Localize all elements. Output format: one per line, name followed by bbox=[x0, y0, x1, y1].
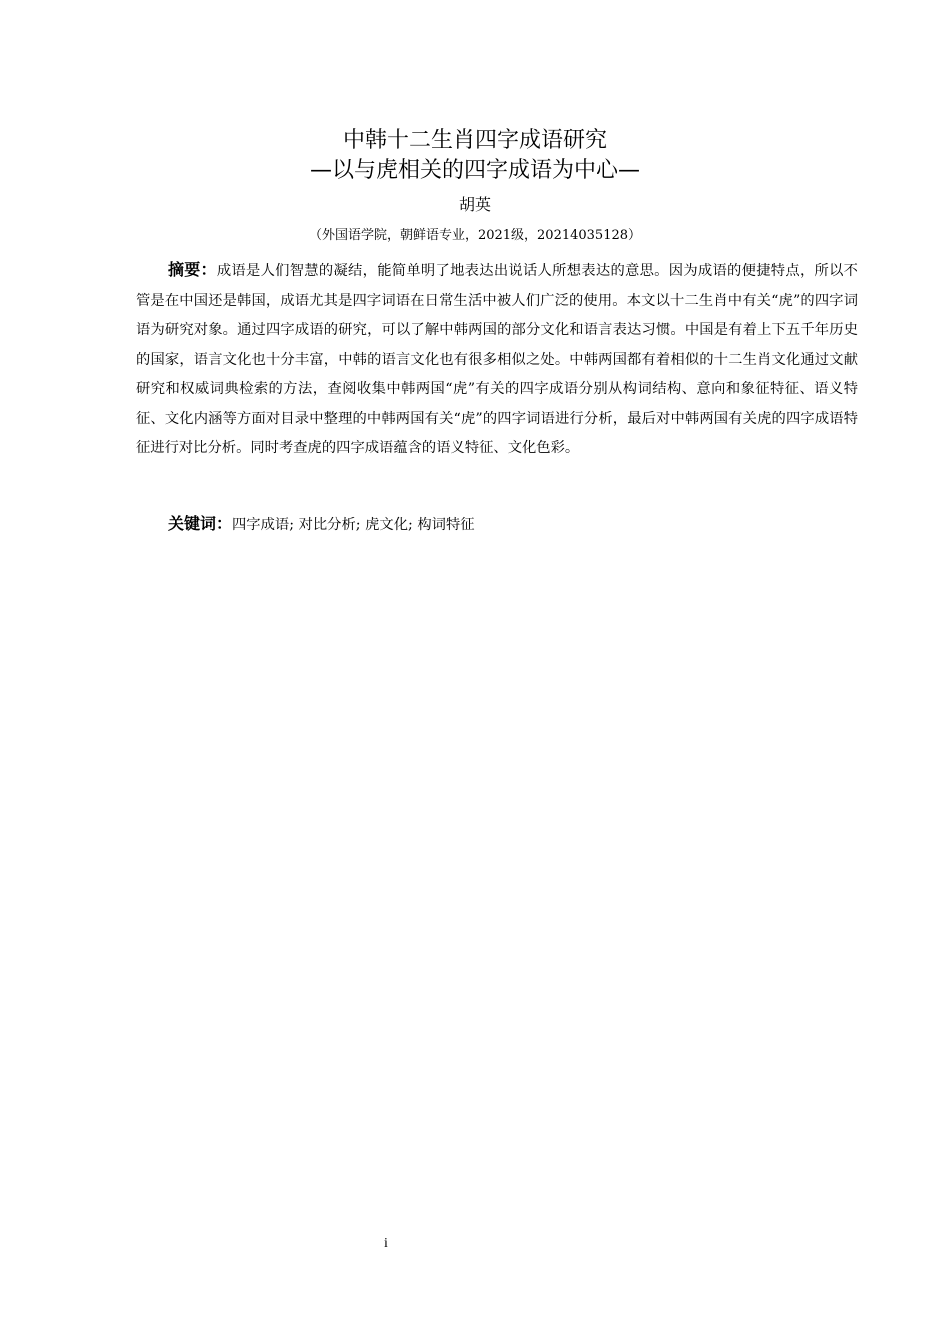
abstract-paragraph bbox=[136, 255, 858, 464]
paper-title: 中韩十二生肖四字成语研究 bbox=[342, 128, 607, 153]
paper-subtitle: —以与虎相关的四字成语为中心— bbox=[309, 158, 640, 183]
keywords-label: 关键词： bbox=[168, 514, 233, 533]
keywords-line bbox=[168, 510, 475, 539]
keywords-text: 四字成语; 对比分析; 虎文化; 构词特征 bbox=[232, 517, 475, 533]
author-name: 胡英 bbox=[458, 195, 491, 214]
abstract-label: 摘要： bbox=[168, 260, 217, 279]
author-affiliation: （外国语学院，朝鲜语专业，2021级，20214035128） bbox=[308, 228, 642, 243]
page-number: i bbox=[384, 1236, 388, 1251]
abstract-text: 成语是人们智慧的凝结，能简单明了地表达出说话人所想表达的意思。因为成语的便捷特点，所以不管是在中国还是韩国，成语尤其是四字词语在日常生活中被人们广泛的使用。本文以十二生肖中有关“虎”的四字词语为研究对象。通过四字成语的研究，可以了解中韩两国的部分文化和语言表达习惯。中国是有着上下五千年历史的国家，语言文化也十分丰富，中韩的语言文化也有很多相似之处。中韩两国都有着相似的十二生肖文化通过文献研究和权威词典检索的方法，查阅收集中韩两国“虎”有关的四字成语分别从构词结构、意向和象征特征、语义特征、文化内涵等方面对目录中整理的中韩两国有关“虎”的四字词语进行分析，最后对中韩两国有关虎的四字成语特征进行对比分析。同时考查虎的四字成语蕴含的语义特征、文化色彩。 bbox=[136, 263, 858, 456]
